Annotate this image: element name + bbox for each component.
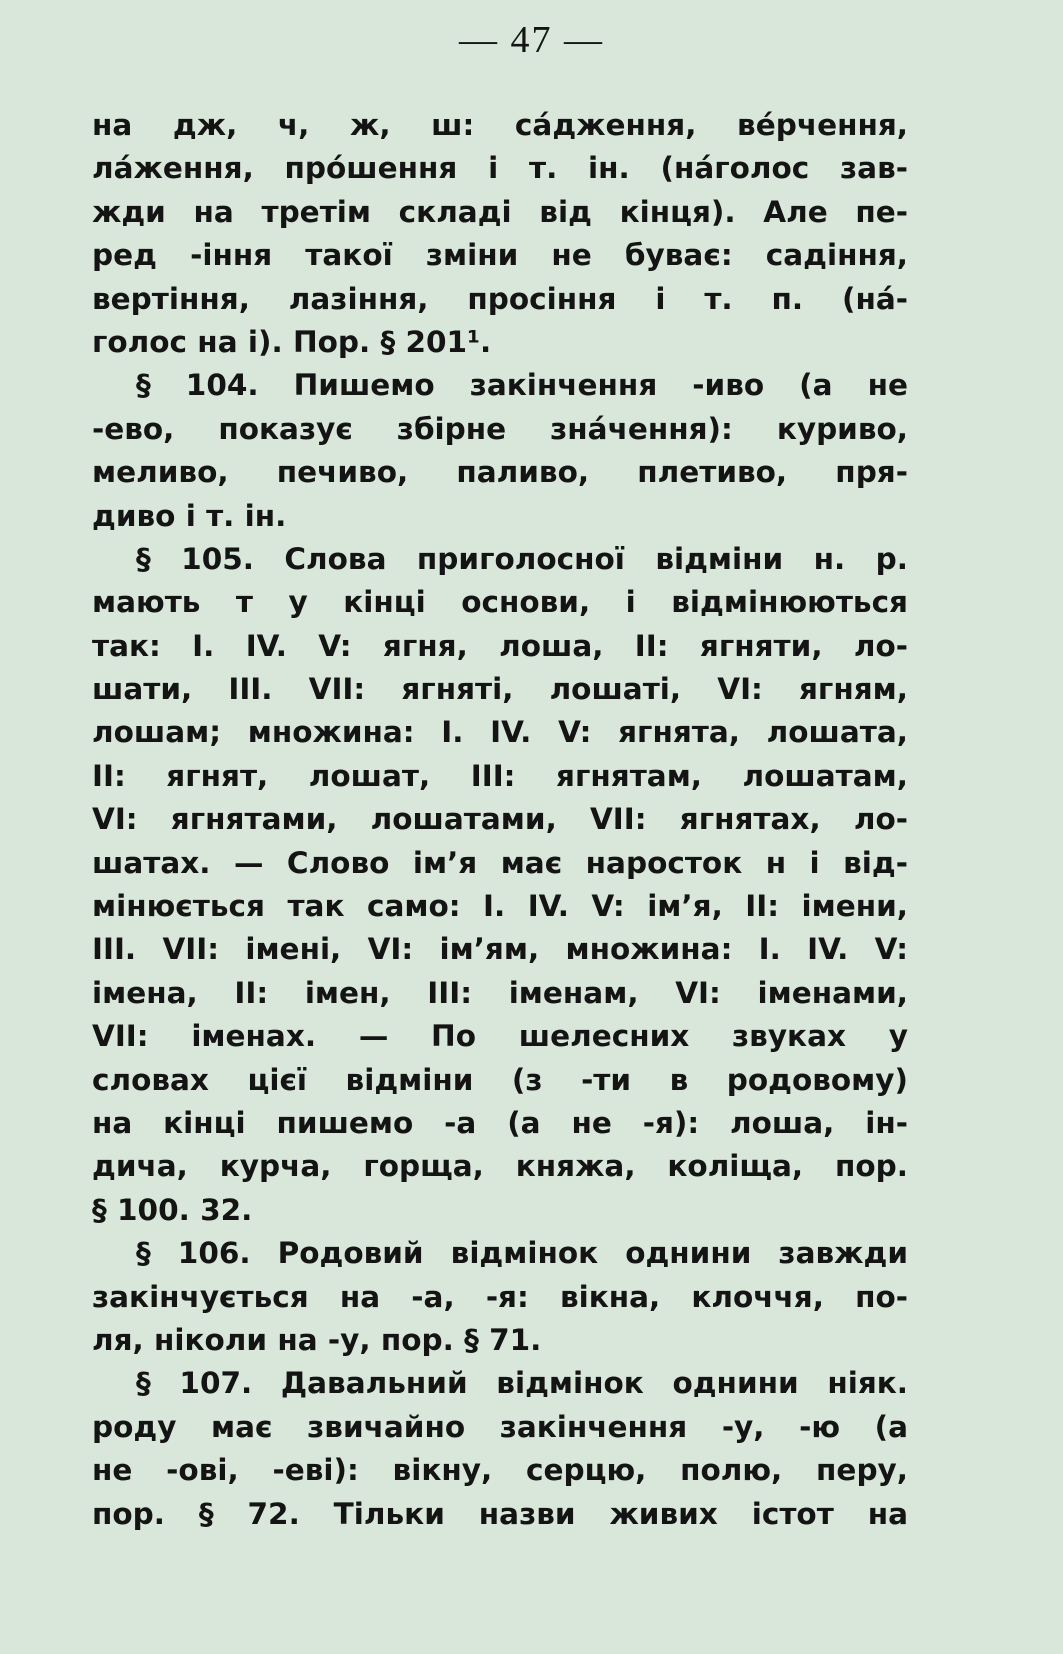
text-line: роду має звичайно закінчення -у, -ю (а <box>92 1409 908 1444</box>
text-line: голос на і). Пор. § 201¹. <box>92 324 492 359</box>
text-line: шати, III. VII: ягняті, лошаті, VI: ягням, <box>92 672 908 707</box>
text-line: § 107. Давальний відмінок однини ніяк. <box>136 1366 908 1401</box>
text-line: меливо, печиво, паливо, плетиво, пря- <box>92 455 908 490</box>
text-line: мають т у кінці основи, і відмінюються <box>92 585 908 620</box>
text-line: ла́ження, про́шення і т. ін. (на́голос зав- <box>92 151 908 186</box>
text-line: III. VII: імені, VI: ім’ям, множина: I. IV. V: <box>92 932 908 967</box>
text-line: шатах. — Слово ім’я має наросток н і від- <box>92 845 908 880</box>
page-number: — 47 — <box>459 19 604 61</box>
text-line: дича, курча, горща, княжа, коліща, пор. <box>92 1149 908 1184</box>
text-line: -ево, показує збірне зна́чення): куриво, <box>92 411 908 446</box>
text-line: § 104. Пишемо закінчення -иво (а не <box>136 368 908 403</box>
text-line: імена, II: імен, III: іменам, VI: іменами, <box>92 975 908 1010</box>
text-line: не -ові, -еві): вікну, серцю, полю, перу, <box>92 1453 908 1488</box>
text-line: диво і т. ін. <box>92 498 287 533</box>
text-line: § 100. 32. <box>92 1192 253 1227</box>
text-line: лошам; множина: I. IV. V: ягнята, лошата, <box>92 715 908 750</box>
text-line: II: ягнят, лошат, III: ягнятам, лошатам, <box>92 758 908 793</box>
text-line: § 106. Родовий відмінок однини завжди <box>136 1236 908 1271</box>
text-line: пор. § 72. Тільки назви живих істот на <box>92 1496 908 1531</box>
text-line: жди на третім складі від кінця). Але пе- <box>92 194 908 229</box>
text-line: ля, ніколи на -у, пор. § 71. <box>92 1322 542 1357</box>
text-line: на дж, ч, ж, ш: са́дження, ве́рчення, <box>92 108 908 142</box>
text-line: так: I. IV. V: ягня, лоша, II: ягняти, ло- <box>92 628 908 663</box>
text-line: словах цієї відміни (з -ти в родовому) <box>92 1062 908 1097</box>
text-line: ред -іння такої зміни не буває: садіння, <box>92 238 908 273</box>
text-line: VII: іменах. — По шелесних звуках у <box>92 1019 908 1054</box>
text-line: VI: ягнятами, лошатами, VII: ягнятах, ло- <box>92 802 908 837</box>
text-line: закінчується на -а, -я: вікна, клоччя, по- <box>92 1279 908 1314</box>
body-text <box>92 104 908 1536</box>
text-line: § 105. Слова приголосної відміни н. р. <box>136 541 908 576</box>
text-line: на кінці пишемо -а (а не -я): лоша, ін- <box>92 1105 908 1140</box>
text-line: мінюється так само: I. IV. V: ім’я, II: імени, <box>92 889 908 924</box>
text-line: вертіння, лазіння, просіння і т. п. (на́- <box>92 281 908 316</box>
